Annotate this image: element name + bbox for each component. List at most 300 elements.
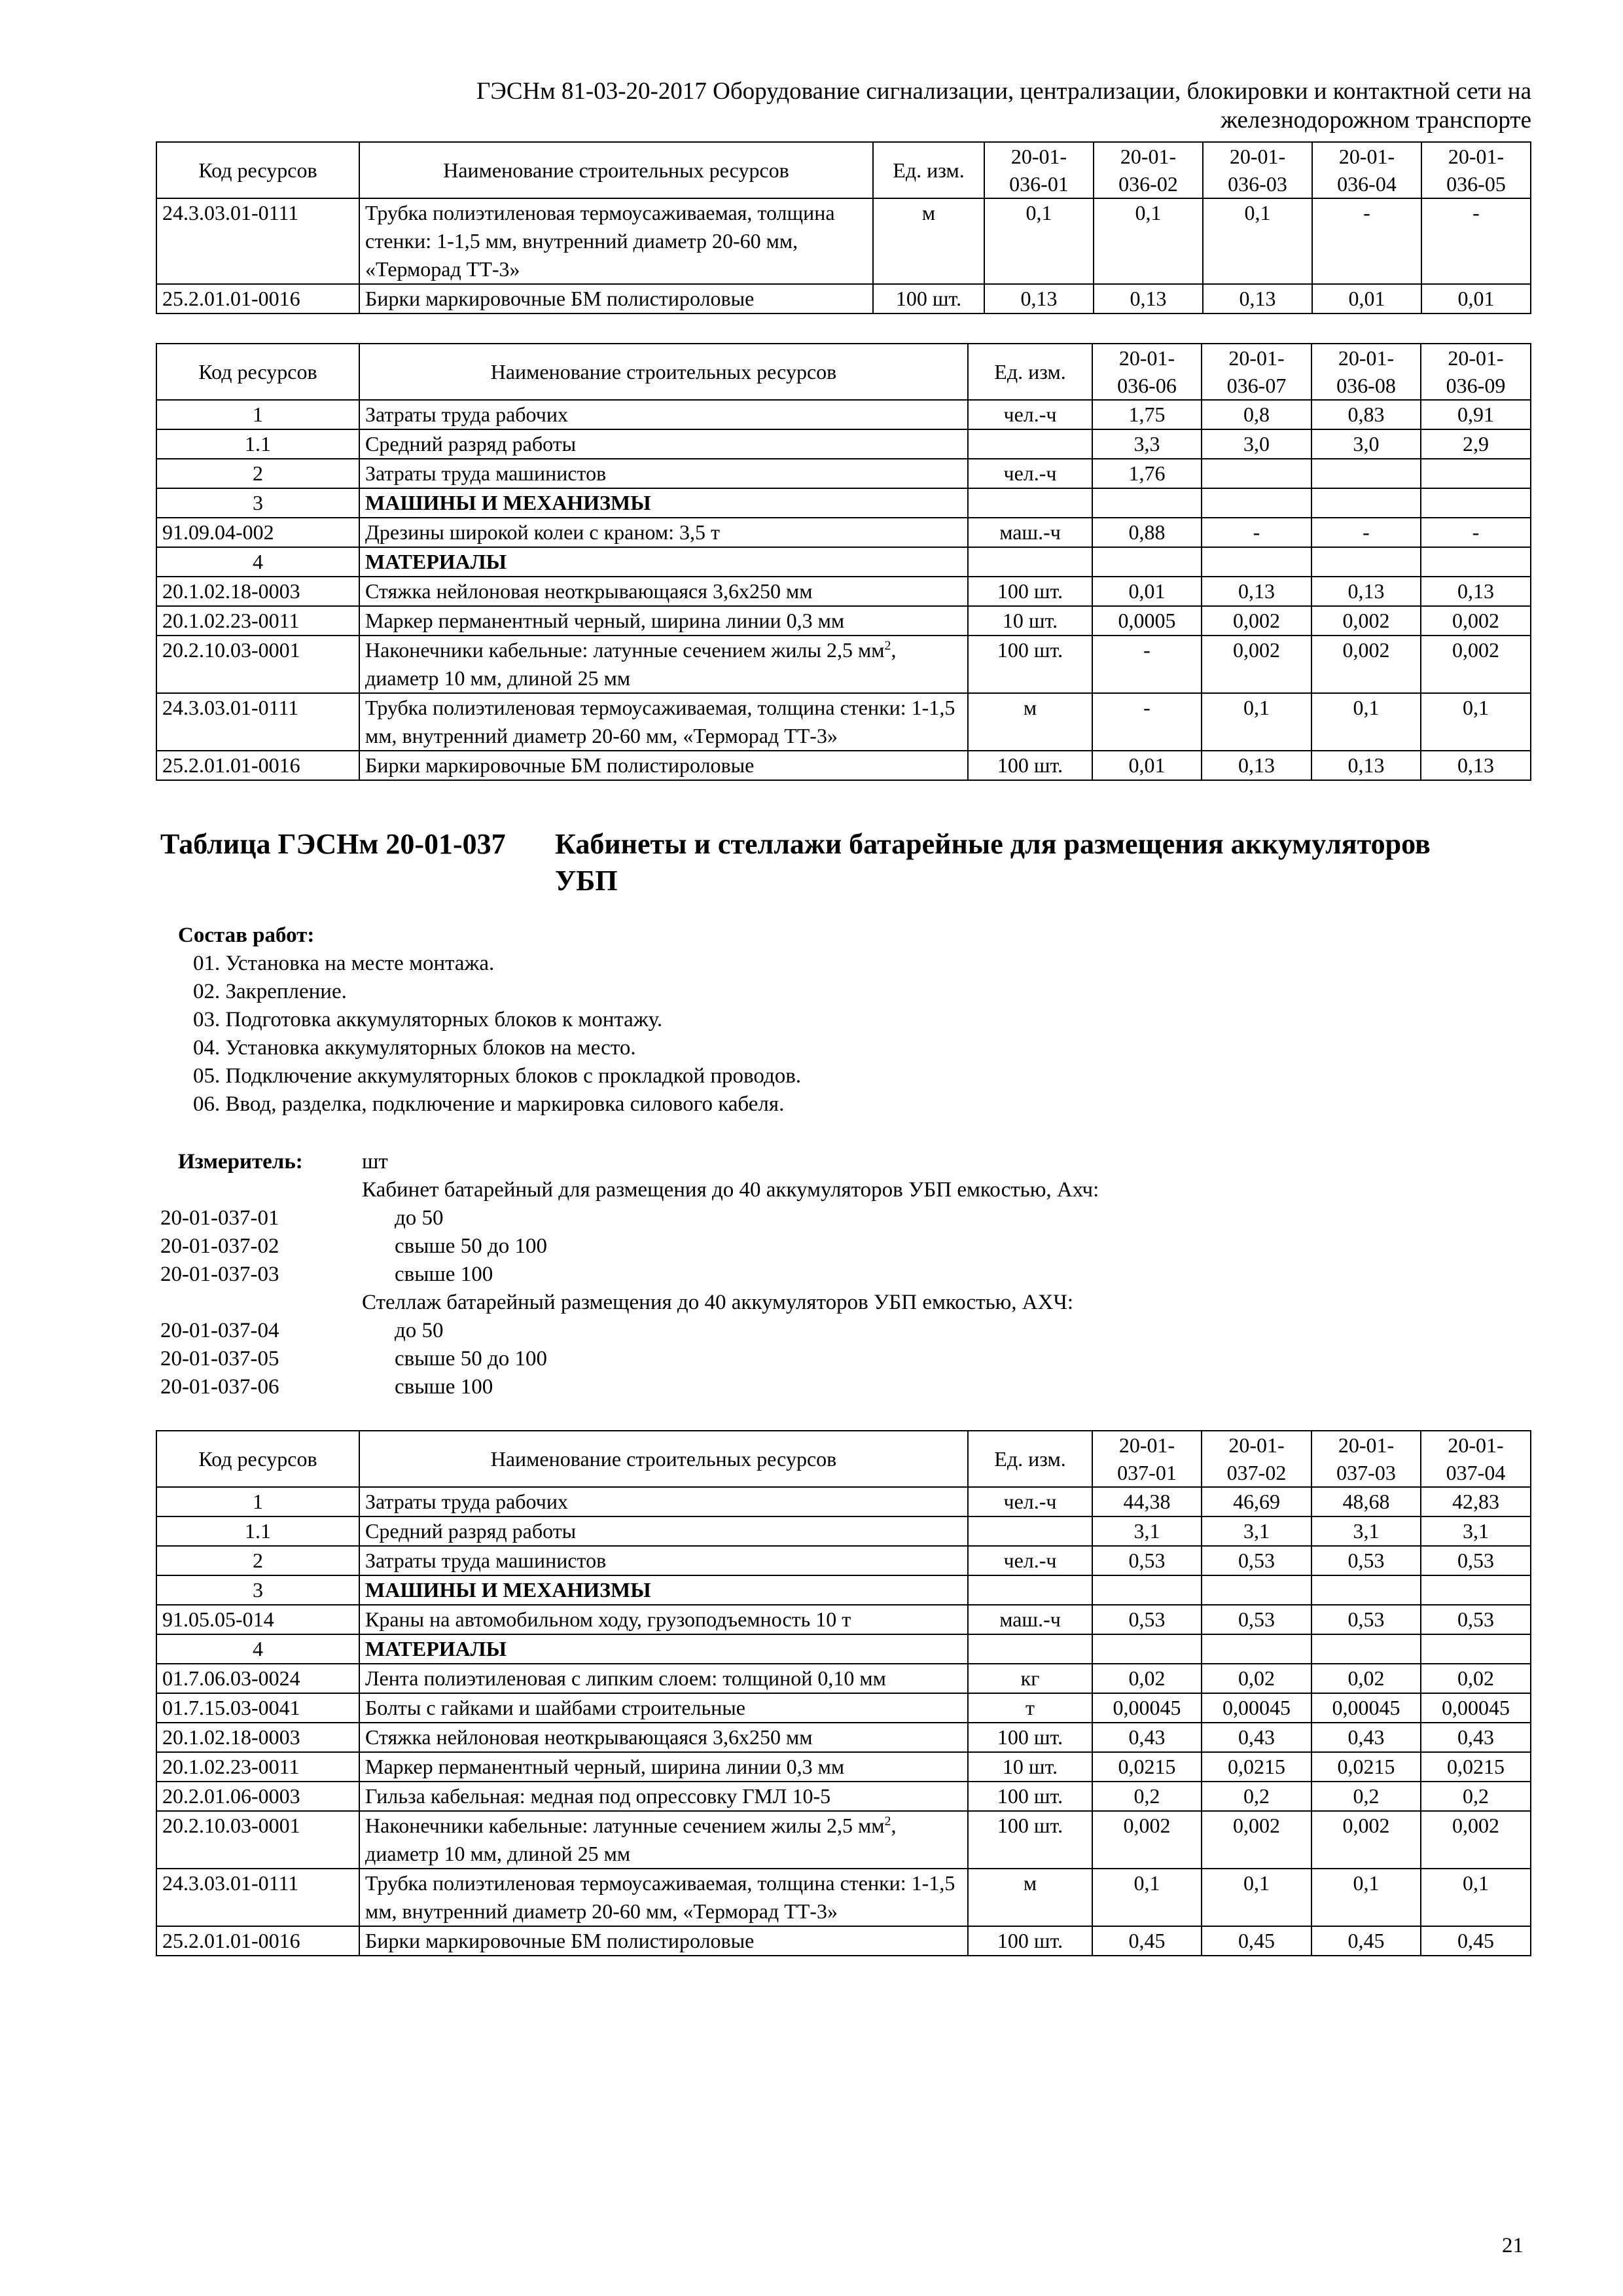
norm-value: 44,38 [1092,1487,1202,1516]
norm-code-part-2: 036-05 [1446,172,1506,196]
norm-value: 0,45 [1421,1926,1531,1956]
norm-code-part-2: 036-07 [1226,374,1287,397]
norm-value: 3,1 [1092,1516,1202,1546]
resource-unit: маш.-ч [968,1605,1092,1634]
column-header-norm [1421,344,1531,400]
resource-name: МАТЕРИАЛЫ [359,547,968,577]
norm-value: 48,68 [1311,1487,1421,1516]
resource-code: 24.3.03.01-0111 [156,693,359,751]
resource-unit: чел.-ч [968,459,1092,488]
table-row [156,693,1531,751]
norm-value [1202,488,1311,518]
norm-value [1421,1634,1531,1664]
norm-value [1311,547,1421,577]
resource-code: 2 [156,459,359,488]
resource-unit: 100 шт. [968,1723,1092,1752]
norm-code-part-1: 20-01- [1448,145,1505,168]
resource-name: Гильза кабельная: медная под опрессовку ГМЛ 10-5 [359,1782,968,1811]
norm-value: 1,76 [1092,459,1202,488]
norm-value: 0,2 [1311,1782,1421,1811]
norm-value: 3,1 [1202,1516,1311,1546]
norm-code-part-1: 20-01- [1338,1433,1395,1457]
norm-value: 0,53 [1202,1546,1311,1575]
norm-value: 0,43 [1311,1723,1421,1752]
norm-value: 0,53 [1092,1605,1202,1634]
item-range: свыше 50 до 100 [395,1347,547,1371]
resource-code: 4 [156,547,359,577]
norm-code-part-2: 036-02 [1118,172,1178,196]
norm-value: 0,0215 [1311,1752,1421,1782]
resource-code: 20.1.02.18-0003 [156,1723,359,1752]
norm-value: 0,002 [1311,636,1421,693]
norm-value: 0,002 [1311,606,1421,636]
item-range: до 50 [395,1206,444,1230]
norm-code-part-2: 036-08 [1336,374,1396,397]
header-line-1: ГЭСНм 81-03-20-2017 Оборудование сигнализации, централизации, блокировки и контактной сети на [476,78,1531,105]
column-header-norm [984,142,1094,198]
resource-unit: 100 шт. [968,1782,1092,1811]
norm-value [1202,547,1311,577]
table-row [156,198,1531,284]
item-code: 20-01-037-06 [160,1375,279,1399]
column-header-norm [1203,142,1312,198]
norm-value: - [1092,636,1202,693]
item-code: 20-01-037-04 [160,1319,279,1342]
norm-value: 3,3 [1092,429,1202,459]
norm-value: 0,002 [1421,606,1531,636]
table-row [156,577,1531,606]
section-title [555,826,1524,899]
norm-value: 3,1 [1421,1516,1531,1546]
resource-code: 4 [156,1634,359,1664]
table-header-row [156,142,1531,198]
norm-value: 0,43 [1092,1723,1202,1752]
norm-code-part-1: 20-01- [1120,145,1177,168]
column-header-norm [1202,1431,1311,1487]
column-header-norm [1421,1431,1531,1487]
norm-value: 0,01 [1312,284,1421,314]
norm-value [1421,547,1531,577]
table-row [156,547,1531,577]
norm-code-part-1: 20-01- [1338,346,1395,370]
norm-code-part-2: 036-06 [1117,374,1177,397]
norm-code-part-2: 036-03 [1228,172,1287,196]
norm-value: 0,13 [1421,577,1531,606]
resource-name: Стяжка нейлоновая неоткрывающаяся 3,6х250 мм [359,577,968,606]
resource-unit: 100 шт. [968,1926,1092,1956]
norm-value: 0,43 [1202,1723,1311,1752]
resource-unit [968,1516,1092,1546]
resource-unit: т [968,1693,1092,1723]
work-step: 03. Подготовка аккумуляторных блоков к монтажу. [193,1008,663,1031]
table-row [156,1926,1531,1956]
norm-code-part-2: 036-04 [1337,172,1397,196]
norm-value: 0,13 [1094,284,1203,314]
norm-value: 0,1 [1094,198,1203,284]
norm-value: 0,53 [1311,1546,1421,1575]
norm-value: 0,1 [1421,693,1531,751]
resource-name: Краны на автомобильном ходу, грузоподъемность 10 т [359,1605,968,1634]
norm-value: 0,1 [984,198,1094,284]
norm-code-part-2: 037-04 [1446,1461,1506,1484]
norm-value [1202,1634,1311,1664]
norm-value: 0,01 [1421,284,1531,314]
group-cabinet-caption: Кабинет батарейный для размещения до 40 аккумуляторов УБП емкостью, Ахч: [362,1178,1099,1202]
resource-name: Затраты труда машинистов [359,1546,968,1575]
norm-code-part-1: 20-01- [1118,346,1175,370]
resource-unit: 100 шт. [873,284,984,314]
table-header-row [156,344,1531,400]
table-row [156,518,1531,547]
resource-code: 01.7.06.03-0024 [156,1664,359,1693]
table-row [156,606,1531,636]
norm-value: 0,1 [1203,198,1312,284]
resource-unit [968,1634,1092,1664]
norm-value: 2,9 [1421,429,1531,459]
norm-value [1311,488,1421,518]
table-row [156,1634,1531,1664]
column-header-name: Наименование строительных ресурсов [359,1431,968,1487]
norm-value [1202,1575,1311,1605]
resource-unit: чел.-ч [968,400,1092,429]
table-row [156,459,1531,488]
norm-value: 0,0215 [1092,1752,1202,1782]
column-header-unit: Ед. изм. [873,142,984,198]
norm-code-part-2: 036-01 [1009,172,1069,196]
column-header-norm [1311,1431,1421,1487]
norm-value: 0,2 [1421,1782,1531,1811]
norm-value: 0,002 [1311,1811,1421,1869]
norm-value: 0,01 [1092,577,1202,606]
resource-name: Бирки маркировочные БМ полистироловые [359,1926,968,1956]
resource-unit: 100 шт. [968,577,1092,606]
resources-table-036-b [156,343,1531,781]
table-row [156,1811,1531,1869]
norm-value: 0,2 [1092,1782,1202,1811]
norm-value: 0,45 [1311,1926,1421,1956]
table-row [156,1752,1531,1782]
header-line-2: железнодорожном транспорте [1221,107,1531,134]
resource-name: Маркер перманентный черный, ширина линии 0,3 мм [359,606,968,636]
resource-code: 91.05.05-014 [156,1605,359,1634]
column-header-code: Код ресурсов [156,344,359,400]
norm-value: 0,0005 [1092,606,1202,636]
work-step: 01. Установка на месте монтажа. [193,952,495,975]
resource-name: Трубка полиэтиленовая термоусаживаемая, толщина стенки: 1-1,5 мм, внутренний диаметр 20-60 мм, «Терморад ТТ-3» [359,1869,968,1926]
resource-code: 20.1.02.23-0011 [156,1752,359,1782]
resource-name: Стяжка нейлоновая неоткрывающаяся 3,6х250 мм [359,1723,968,1752]
norm-value: 0,02 [1311,1664,1421,1693]
item-code: 20-01-037-03 [160,1263,279,1286]
resource-code: 1.1 [156,1516,359,1546]
resource-name: МАТЕРИАЛЫ [359,1634,968,1664]
norm-value [1421,488,1531,518]
norm-value [1092,488,1202,518]
norm-code-part-2: 037-01 [1117,1461,1177,1484]
norm-value: 0,13 [1421,751,1531,780]
resource-name: Затраты труда машинистов [359,459,968,488]
resource-unit: м [968,693,1092,751]
resource-name: Дрезины широкой колеи с краном: 3,5 т [359,518,968,547]
norm-value: 0,13 [1311,751,1421,780]
resource-unit: 100 шт. [968,636,1092,693]
column-header-norm [1092,344,1202,400]
norm-value: 0,00045 [1092,1693,1202,1723]
resources-table-037 [156,1430,1531,1956]
resource-name: Бирки маркировочные БМ полистироловые [359,751,968,780]
resource-code: 25.2.01.01-0016 [156,284,359,314]
norm-value: 0,13 [1311,577,1421,606]
norm-value: 46,69 [1202,1487,1311,1516]
norm-value: 0,45 [1202,1926,1311,1956]
norm-value [1421,1575,1531,1605]
column-header-norm [1202,344,1311,400]
work-step: 05. Подключение аккумуляторных блоков с прокладкой проводов. [193,1064,802,1088]
norm-value: 0,1 [1311,693,1421,751]
resource-code: 20.1.02.18-0003 [156,577,359,606]
norm-code-part-1: 20-01- [1118,1433,1175,1457]
resource-unit [968,488,1092,518]
resource-code: 24.3.03.01-0111 [156,1869,359,1926]
norm-value: 0,53 [1421,1605,1531,1634]
resource-name: Лента полиэтиленовая с липким слоем: толщиной 0,10 мм [359,1664,968,1693]
resource-code: 2 [156,1546,359,1575]
column-header-code: Код ресурсов [156,142,359,198]
column-header-name: Наименование строительных ресурсов [359,142,873,198]
norm-value: 0,13 [984,284,1094,314]
resource-code: 3 [156,488,359,518]
norm-value: 1,75 [1092,400,1202,429]
table-row [156,284,1531,314]
page-number: 21 [1502,2234,1524,2257]
resource-name: Наконечники кабельные: латунные сечением жилы 2,5 $мм^2$, диаметр 10 мм, длиной 25 мм [359,1811,968,1869]
table-row [156,1869,1531,1926]
norm-value: 0,1 [1202,1869,1311,1926]
norm-code-part-1: 20-01- [1448,346,1504,370]
resource-code: 25.2.01.01-0016 [156,1926,359,1956]
column-header-norm [1092,1431,1202,1487]
norm-value: 0,002 [1202,636,1311,693]
table-header-row [156,1431,1531,1487]
norm-value: 0,83 [1311,400,1421,429]
superscript-2: 2 [884,638,891,653]
norm-value [1202,459,1311,488]
resource-code: 1.1 [156,429,359,459]
table-row [156,636,1531,693]
column-header-code: Код ресурсов [156,1431,359,1487]
norm-code-part-2: 037-02 [1226,1461,1287,1484]
section-title-line-2: УБП [555,865,618,897]
work-step: 04. Установка аккумуляторных блоков на место. [193,1036,636,1060]
norm-value: 0,0215 [1421,1752,1531,1782]
resource-unit [968,429,1092,459]
resource-unit [968,1575,1092,1605]
resource-name: Затраты труда рабочих [359,400,968,429]
norm-value: 0,2 [1202,1782,1311,1811]
works-list [193,950,801,1119]
table-row [156,1546,1531,1575]
table-row [156,400,1531,429]
work-step: 02. Закрепление. [193,980,347,1003]
resource-unit: чел.-ч [968,1487,1092,1516]
norm-value [1092,1634,1202,1664]
norm-value: 0,53 [1421,1546,1531,1575]
norm-value: 0,002 [1421,1811,1531,1869]
resource-name: Маркер перманентный черный, ширина линии 0,3 мм [359,1752,968,1782]
norm-value: 0,53 [1202,1605,1311,1634]
table-row [156,429,1531,459]
norm-value: 3,1 [1311,1516,1421,1546]
norm-value: 0,1 [1092,1869,1202,1926]
resource-name: Трубка полиэтиленовая термоусаживаемая, толщина стенки: 1-1,5 мм, внутренний диаметр 20-60 мм, «Терморад ТТ-3» [359,693,968,751]
norm-value: 0,53 [1311,1605,1421,1634]
superscript-2: 2 [884,1814,891,1829]
norm-code-part-1: 20-01- [1229,145,1286,168]
norm-value: 42,83 [1421,1487,1531,1516]
norm-value [1311,1575,1421,1605]
column-header-norm [1421,142,1531,198]
norm-value: 0,01 [1092,751,1202,780]
norm-value [1092,547,1202,577]
resource-name: МАШИНЫ И МЕХАНИЗМЫ [359,488,968,518]
resource-unit: кг [968,1664,1092,1693]
meter-label: Измеритель: [178,1150,303,1174]
resource-code: 91.09.04-002 [156,518,359,547]
resource-code: 20.2.10.03-0001 [156,1811,359,1869]
resource-name: Затраты труда рабочих [359,1487,968,1516]
resource-code: 1 [156,1487,359,1516]
item-range: до 50 [395,1319,444,1342]
norm-code-part-1: 20-01- [1228,1433,1285,1457]
resource-name: Трубка полиэтиленовая термоусаживаемая, толщина стенки: 1-1,5 мм, внутренний диаметр 20-60 мм, «Терморад ТТ-3» [359,198,873,284]
resource-unit: 100 шт. [968,1811,1092,1869]
column-header-norm [1311,344,1421,400]
norm-value: 0,002 [1421,636,1531,693]
section-table-number: Таблица ГЭСНм 20-01-037 [160,828,506,860]
norm-value: 0,91 [1421,400,1531,429]
norm-value: 0,88 [1092,518,1202,547]
norm-value: - [1311,518,1421,547]
norm-code-part-1: 20-01- [1448,1433,1504,1457]
norm-value: - [1202,518,1311,547]
column-header-norm [1094,142,1203,198]
meter-unit: шт [362,1150,388,1174]
norm-code-part-2: 036-09 [1446,374,1506,397]
norm-value: 0,002 [1202,606,1311,636]
norm-value: 0,8 [1202,400,1311,429]
item-code: 20-01-037-05 [160,1347,279,1371]
resource-code: 25.2.01.01-0016 [156,751,359,780]
norm-value: 0,00045 [1311,1693,1421,1723]
resource-name: Наконечники кабельные: латунные сечением жилы 2,5 $мм^2$, диаметр 10 мм, длиной 25 мм [359,636,968,693]
table-row [156,1782,1531,1811]
table-row [156,751,1531,780]
works-label: Состав работ: [178,924,315,947]
norm-value: 0,13 [1202,577,1311,606]
resource-code: 3 [156,1575,359,1605]
running-header [157,77,1531,135]
column-header-unit: Ед. изм. [968,1431,1092,1487]
column-header-name: Наименование строительных ресурсов [359,344,968,400]
resource-name: Средний разряд работы [359,1516,968,1546]
item-code: 20-01-037-01 [160,1206,279,1230]
norm-value: 0,002 [1202,1811,1311,1869]
table-row [156,1487,1531,1516]
norm-value: 0,02 [1421,1664,1531,1693]
norm-value [1311,1634,1421,1664]
resource-unit: 100 шт. [968,751,1092,780]
norm-value: - [1092,693,1202,751]
norm-value: 0,02 [1202,1664,1311,1693]
table-row [156,1605,1531,1634]
norm-value: 3,0 [1202,429,1311,459]
resource-code: 1 [156,400,359,429]
resource-name: Средний разряд работы [359,429,968,459]
norm-value: 0,00045 [1421,1693,1531,1723]
table-row [156,1575,1531,1605]
norm-value: 0,53 [1092,1546,1202,1575]
resource-name: Бирки маркировочные БМ полистироловые [359,284,873,314]
resource-unit: маш.-ч [968,518,1092,547]
norm-value: 0,13 [1203,284,1312,314]
work-step: 06. Ввод, разделка, подключение и маркировка силового кабеля. [193,1092,785,1116]
norm-value: - [1312,198,1421,284]
norm-value: 0,00045 [1202,1693,1311,1723]
table-row [156,1516,1531,1546]
norm-value: 0,45 [1092,1926,1202,1956]
item-code: 20-01-037-02 [160,1234,279,1258]
norm-value: 0,13 [1202,751,1311,780]
norm-value: 0,0215 [1202,1752,1311,1782]
resource-unit: чел.-ч [968,1546,1092,1575]
norm-code-part-1: 20-01- [1338,145,1395,168]
resource-name: МАШИНЫ И МЕХАНИЗМЫ [359,1575,968,1605]
norm-code-part-1: 20-01- [1228,346,1285,370]
norm-value: 0,1 [1202,693,1311,751]
column-header-norm [1312,142,1421,198]
norm-value: 0,02 [1092,1664,1202,1693]
resource-name: Болты с гайками и шайбами строительные [359,1693,968,1723]
resource-unit: 10 шт. [968,606,1092,636]
resource-unit: м [873,198,984,284]
resource-unit: м [968,1869,1092,1926]
norm-value: 0,1 [1421,1869,1531,1926]
resource-code: 20.2.10.03-0001 [156,636,359,693]
table-row [156,1693,1531,1723]
resource-code: 20.1.02.23-0011 [156,606,359,636]
resources-table-036-a [156,141,1531,314]
item-range: свыше 100 [395,1263,493,1286]
resource-code: 24.3.03.01-0111 [156,198,359,284]
section-title-line-1: Кабинеты и стеллажи батарейные для размещения аккумуляторов [555,828,1431,860]
table-row [156,488,1531,518]
norm-value: 0,1 [1311,1869,1421,1926]
table-row [156,1723,1531,1752]
norm-value [1421,459,1531,488]
norm-value [1311,459,1421,488]
group-rack-caption: Стеллаж батарейный размещения до 40 аккумуляторов УБП емкостью, АХЧ: [362,1291,1074,1314]
norm-value: - [1421,198,1531,284]
norm-code-part-2: 037-03 [1336,1461,1396,1484]
norm-value: 0,002 [1092,1811,1202,1869]
norm-code-part-1: 20-01- [1010,145,1067,168]
norm-value: 0,43 [1421,1723,1531,1752]
item-range: свыше 50 до 100 [395,1234,547,1258]
resource-unit: 10 шт. [968,1752,1092,1782]
norm-value: - [1421,518,1531,547]
item-range: свыше 100 [395,1375,493,1399]
column-header-unit: Ед. изм. [968,344,1092,400]
